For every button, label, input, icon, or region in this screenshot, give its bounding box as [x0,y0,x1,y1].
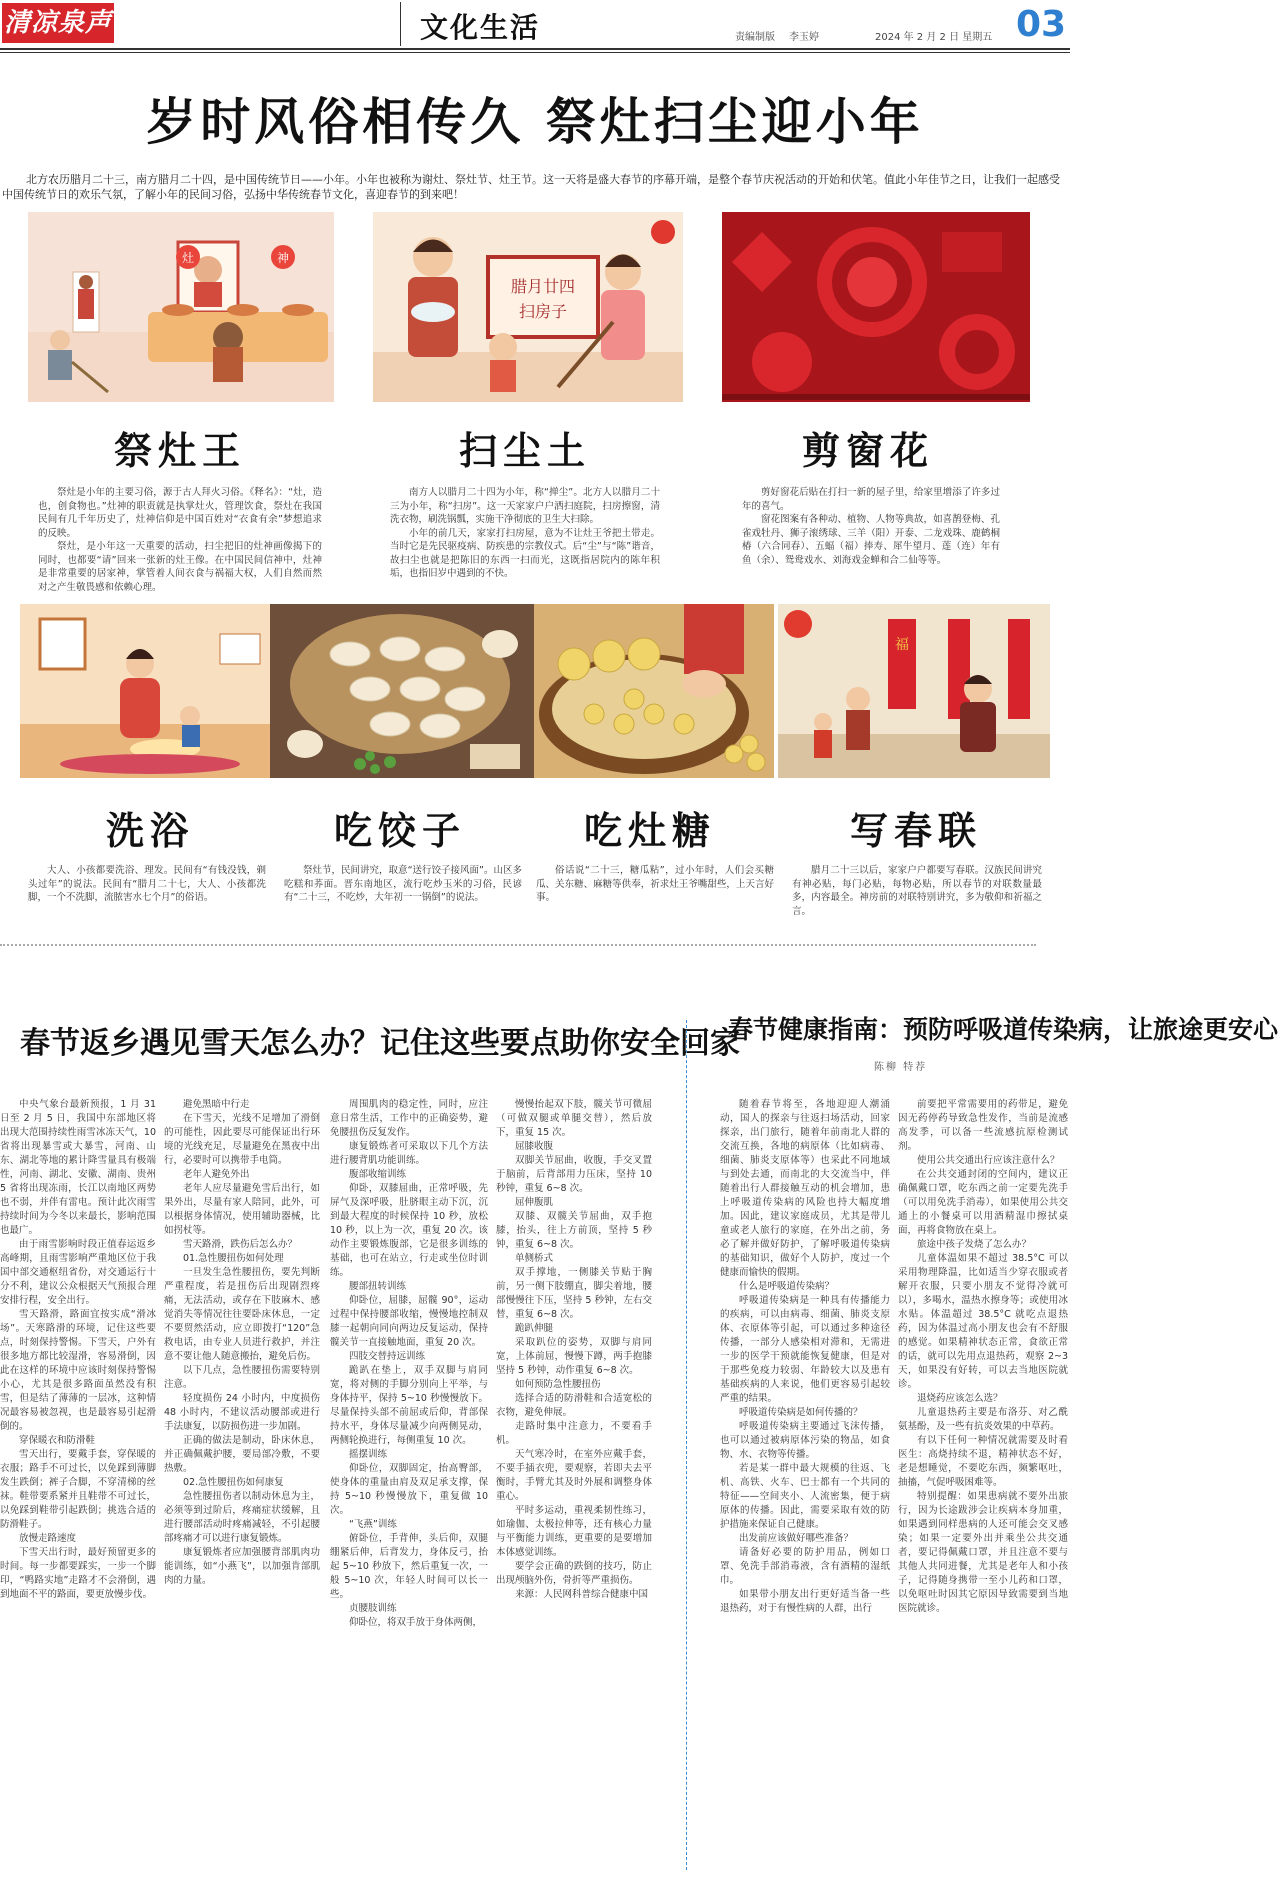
article-1-subheading: 01.急性腰扭伤如何处理 [183,1253,284,1264]
article-1-paragraph: 一旦发生急性腰扭伤，要先判断严重程度，若是扭伤后出现剧烈疼痛，无法活动，或存在下肢麻木、感觉消失等情况往往要卧床休息，一定不要贸然活动，应立即拨打“120”急救电话，由专业人员进行救护，并注意不要让他人随意搬抬，避免后伤。 [164,1267,320,1362]
custom-title-1: 祭灶王 [113,429,246,473]
article-1-paragraph: 以下几点，急性腰扭伤需要特别注意。 [164,1365,320,1390]
illustration-kitchen-candy [534,604,774,778]
article-1-paragraph: 轻度损伤 24 小时内，中度损伤 48 小时内，不建议活动腰部或进行手法康复，以防损伤进一步加剧。 [164,1393,320,1432]
article-1-paragraph: 康复锻炼者可采取以下几个方法进行腰背肌功能训练。 [330,1141,488,1166]
article-2-paragraph: 儿童退热药主要是布洛芬、对乙酰氨基酚，及一些有抗炎效果的中草药。 [898,1407,1068,1432]
custom-title-4: 洗浴 [105,809,194,853]
custom-3-para-1: 剪好窗花后贴在打扫一新的屋子里，给家里增添了许多过年的喜气。 [742,487,1000,512]
article-1-paragraph: 采取趴位的姿势，双脚与肩同宽，上体前屈，慢慢下蹲，两手抱膝坚持 5 秒钟，动作重复 6~8 次。 [496,1337,652,1376]
page-number: 03 [1016,4,1067,45]
article-1-paragraph: 慢慢抬起双下肢，髋关节可微屈（可做双腿或单腿交替），然后放下，重复 15 次。 [496,1099,652,1138]
article-1-subheading: 跪趴伸腿 [515,1323,554,1334]
article-1-paragraph: 要学会正确的跌倒的技巧，防止出现颅脑外伤，骨折等严重损伤。 [496,1561,652,1586]
article-2-paragraph: 在公共交通封闭的空间内，建议正确佩戴口罩，吃东西之前一定要先洗手（可以用免洗手消毒），如果使用公共交通上的小餐桌可以用酒精湿巾擦拭桌面，再将食物放在桌上。 [898,1169,1068,1236]
svg-text:腊月廿四: 腊月廿四 [510,277,576,296]
article-1-paragraph: 双手撑地，一侧膝关节贴于胸前，另一侧下肢绷直，脚尖着地，腰部慢慢往下压，坚持 5 秒钟，左右交替，重复 6~8 次。 [496,1267,652,1320]
article-1-paragraph: 走路时集中注意力，不要看手机。 [496,1421,652,1446]
header-rule-thin [0,52,1070,53]
header-divider [400,2,401,46]
article-1-subheading: 摇摆训练 [349,1449,388,1460]
article-2-title: 春节健康指南：预防呼吸道传染病，让旅途更安心 [728,1015,1279,1044]
article-1-paragraph: 雪天路滑，路面宜按实成“滑冰场”。天寒路滑的环境，记住这些要点，时刻保持警惕。下雪天，户外有很多地方都比较湿滑，容易滑倒，因此在这样的环境中应该时刻保持警惕小心，尤其是很多路面虽然没有积雪，但是结了薄薄的一层冰，这种情况最容易被忽视，也是最容易引起滑倒的。 [0,1309,156,1432]
article-1-paragraph: 周围肌肉的稳定性，同时，应注意日常生活，工作中的正确姿势，避免腰扭伤反复发作。 [330,1099,488,1138]
article-2-paragraph: 有以下任何一种情况就需要及时看医生：高烧持续不退，精神状态不好，老是想睡觉，不要吃东西，频繁呕吐，抽搐，气促呼吸困难等。 [898,1435,1068,1488]
custom-7-para: 腊月二十三以后，家家户户都要写春联。汉族民间讲究有神必贴，每门必贴，每物必贴，所以春节的对联数量最多，内容最全。神房前的对联特别讲究，多为敬仰和祈福之言。 [792,865,1042,917]
custom-text-7 [792,864,1042,918]
article-1-paragraph: 跪趴在垫上，双手双脚与肩同宽，将对侧的手脚分别向上平举，与身体持平，保持 5~10 秒慢慢放下。尽量保持头部不前屈或后仰，背部保持水平，身体尽量减少向两侧晃动，两侧轮换进行，每侧重复 10 次。 [330,1365,488,1446]
article-1-paragraph: 正确的做法是制动，卧床休息，并正确佩戴护腰，要局部冷敷，不要热敷。 [164,1435,320,1474]
article-1-paragraph: 由于雨雪影响时段正值春运返乡高峰期，且雨雪影响严重地区位于我国中部交通枢纽省份，对交通运行十分不利，建议公众根据天气预报合理安排行程，安全出行。 [0,1239,156,1306]
article-1-source: 来源：人民网科普综合健康中国 [515,1589,649,1600]
page-headline: 岁时风俗相传久 祭灶扫尘迎小年 [146,93,924,151]
article-2-author: 陈柳 特荐 [874,1062,928,1073]
custom-5-para: 祭灶节，民间讲究，取意“送行饺子接风面”。山区多吃糕和荞面。晋东南地区，流行吃炒玉米的习俗，民谚有“二十三，不吃炒，大年初一一锅倒”的说法。 [284,865,522,903]
article-1-column-2 [164,1098,320,1883]
illustration-paper-cutting [722,212,1030,402]
svg-text:神: 神 [276,251,290,265]
custom-text-5 [284,864,522,905]
article-1-paragraph: 双膝、双髋关节屈曲，双手抱膝，抬头，往上方前顶，坚持 5 秒钟，重复 6~8 次。 [496,1211,652,1250]
article-2-subheading: 呼吸道传染病是如何传播的？ [739,1407,863,1418]
custom-6-para: 俗话说“二十三，糖瓜粘”，过小年时，人们会买糖瓜、关东糖、麻糖等供奉，祈求灶王爷嘴甜些，上天言好事。 [536,865,774,903]
custom-text-2 [390,486,660,581]
article-1-subheading: 屈伸腹肌 [515,1197,554,1208]
custom-2-para-1: 南方人以腊月二十四为小年，称“掸尘”。北方人以腊月二十三为小年，称“扫房”。这一天家家户户洒扫庭院，扫房擦窗，清洗衣物，刷洗锅瓢，实施干净彻底的卫生大扫除。 [390,487,660,525]
illustration-sweeping-dust [373,212,683,402]
article-2-paragraph: 请备好必要的防护用品，例如口罩、免洗手部消毒液，含有酒精的湿纸巾。 [720,1547,890,1586]
article-2-paragraph: 若是某一群中最大规模的往返、飞机、高铁、火车、巴士都有一个共同的特征——空间夹小、人流密集，便于病原体的传播。因此，需要采取有效的防护措施来保证自己健康。 [720,1463,890,1530]
article-2-paragraph: 随着春节将至，各地迎迎人潮涌动，国人的探亲与往返扫场活动，回家探亲，出门旅行，随着年前南北人群的交流互换，各地的病原体（比如病毒、细菌、肺炎支原体等）也采此不同地域与到处去通，而南北的大交流当中，伴随着出行人群接触互动的机会增加，患上呼吸道传染病的风险也持大幅度增加。因此，建议家庭成员，尤其是带儿童或老人旅行的家庭，在外出之前，务必了解并做好防护，了解呼吸道传染病的基础知识，做好个人防护，度过一个健康而愉快的假期。 [720,1099,890,1278]
custom-text-6 [536,864,774,905]
article-1-subheading: 老年人避免外出 [183,1169,250,1180]
article-1-subheading: 穿保暖衣和防滑鞋 [19,1435,96,1446]
article-1-subheading: 避免黑暗中行走 [183,1099,250,1110]
article-1-subheading: 屈膝收腹 [515,1141,554,1152]
article-1-paragraph: 平时多运动，重视柔韧性练习，如瑜伽、太极拉伸等，还有核心力量与平衡能力训练，更重要的是要增加本体感觉训练。 [496,1505,652,1558]
intro-paragraph: 北方农历腊月二十三，南方腊月二十四，是中国传统节日——小年。小年也被称为谢灶、祭灶节、灶王节。这一天将是盛大春节的序幕开端，是整个春节庆祝活动的开始和伏笔。值此小年佳节之日，让我们一起感受中国传统节日的欢乐气氛，了解小年的民间习俗，弘扬中华传统春节文化，喜迎春节的到来吧！ [2,173,1060,201]
article-1-paragraph: 康复锻炼者应加强腰背部肌肉功能训练，如“小燕飞”，以加强肯部肌肉的力量。 [164,1547,320,1586]
article-1-subheading: 单侧桥式 [515,1253,554,1264]
article-1-subheading: 腹部收缩训练 [349,1169,407,1180]
article-1-paragraph: 仰卧，双膝屈曲，正常呼吸，先屏气及深呼吸，肚脐眼主动下沉，沉到最大程度的时候保持 10 秒，放松 10 秒，以上为一次，重复 20 次。该动作主要锻炼腹部，它是很多训练的基础，也可在站立，行走或坐位时训练。 [330,1183,488,1278]
custom-1-para-1: 祭灶是小年的主要习俗，源于古人拜火习俗。《释名》：“灶，造也，创食物也。”灶神的职责就是执掌灶火，管理饮食，祭灶在我国民间有几千年历史了，灶神信仰是中国百姓对“衣食有余”梦想追求的反映。 [38,487,322,539]
editor-info [735,28,833,43]
article-2-subheading: 退烧药应该怎么选？ [917,1393,1003,1404]
article-2-subheading: 什么是呼吸道传染病？ [739,1281,835,1292]
article-1-paragraph: 老年人应尽量避免雪后出行，如果外出，尽量有家人陪同，此外，可以根据身体情况，使用辅助器械，比如拐杖等。 [164,1183,320,1236]
article-1-paragraph: 仰卧位，将双手放于身体两侧， [349,1617,483,1628]
editor-name: 李玉婷 [789,32,819,43]
article-2-paragraph: 如果带小朋友出行更好适当备一些退热药，对于有慢性病的人群，出行 [720,1589,890,1614]
article-1-paragraph: 在下雪天，光线不足增加了滑倒的可能性，因此要尽可能保证出行环境的光线充足，尽量避免在黑夜中出行，必要时可以携带手电筒。 [164,1113,320,1166]
header-rule [0,48,1070,50]
custom-text-3 [742,486,1000,567]
article-2-paragraph: 前要把平常需要用的药带足，避免因无药停药导致急性发作，当前是流感高发季，可以备一些流感抗原检测试剂。 [898,1099,1068,1152]
custom-title-3: 剪窗花 [801,429,934,473]
article-1-column-1 [0,1098,156,1883]
article-1-paragraph: 中央气象台最新预报，1 月 31 日至 2 月 5 日，我国中东部地区将出现大范围持续性雨雪冰冻天气，10 省将出现暴雪或大暴雪，河南、山东、湖北等地的累计降雪量具有极端性，河南、湖北、安徽、湖南、贵州 5 省将出现冻雨，长江以南地区两势也不弱，并伴有雷电。预计此次雨雪持续时间为今冬以来最长，影响范围也最广。 [0,1099,156,1236]
custom-title-5: 吃饺子 [333,809,466,853]
column-separator [686,1020,687,1870]
article-1-subheading: 雪天路滑，跌伤后怎么办？ [183,1239,298,1250]
article-1-paragraph: 下雪天出行时，最好预留更多的时间。每一步都要踩实，一步一个脚印，“鸭路实地”走路才不会滑倒，遇到地面不平的路面，要更放慢步伐。 [0,1547,156,1600]
article-1-paragraph: 急性腰扭伤者以制动休息为主，必须等到过阶后，疼痛症状缓解，且进行腰部活动时疼痛减轻，不引起腰部疼痛才可以进行康复锻炼。 [164,1491,320,1544]
article-2-subheading: 使用公共交通出行应该注意什么？ [917,1155,1060,1166]
illustration-bathing [20,604,270,778]
article-1-subheading: 02.急性腰扭伤如何康复 [183,1477,284,1488]
article-2-subheading: 旅途中孩子发烧了怎么办？ [917,1239,1032,1250]
article-1-paragraph: 雪天出行，要戴手套，穿保暖的衣服；路手不可过长，以免踩到薄脚发生跌倒；裤子合脚，不穿清梯的丝袜。鞋带要系紧并且鞋带不可过长，以免踩到鞋带引起跌倒；挑选合适的防滑鞋子。 [0,1449,156,1530]
article-1-paragraph: 仰卧位，屈膝，屈髋 90°，运动过程中保持腰部收缩，慢慢地控制双膝一起朝向同向两边反复运动，保持髋关节一直接触地面，重复 20 次。 [330,1295,488,1348]
article-1-subheading: 贞腰肢训练 [349,1603,397,1614]
article-1-subheading: 四肢交替持远训练 [349,1351,426,1362]
editor-label: 责编制版 [735,32,775,43]
custom-2-para-2: 小年的前几天，家家打扫房屋，意为不让灶王爷把土带走。当时它是先民驱疫病、防疾患的宗教仪式。后“尘”与“陈”谐音，故扫尘也就是把陈旧的东西一扫而光，这既指居院内的陈年积垢，也指旧岁中遇到的不快。 [390,527,660,579]
section-title: 文化生活 [420,11,541,44]
svg-text:扫房子: 扫房子 [518,302,568,321]
article-2-paragraph: 儿童体温如果不超过 38.5°C 可以采用物理降温，比如适当少穿衣服或者解开衣服，只要小朋友不觉得冷就可以），多喝水，温热水擦身等；或使用冰水贴。体温超过 38.5°C 就吃点退热药，因为体温过高小朋友也会有不舒服的感觉。如果精神状态正常，食欲正常的话，就可以先用点退热药，观察 2~3 天，如果没有好转，可以去当地医院就诊。 [898,1253,1068,1390]
custom-title-6: 吃灶糖 [583,809,716,853]
article-2-paragraph: 呼吸道传染病是一种具有传播能力的疾病，可以由病毒、细菌、肺炎支原体、衣原体等引起，可以通过多种途径传播，一部分人感染相对滞和，无需进一步的医学干预就能恢复健康，但是对于那些免疫力较弱、年龄较大以及患有基础疾病的人来说，他们更容易引起较严重的结果。 [720,1295,890,1404]
article-1-paragraph: 双脚关节屈曲，收腹，手交叉置于脑前，后背部用力压床，坚持 10 秒钟，重复 6~8 次。 [496,1155,652,1194]
newspaper-logo: 清凉泉声 [2,3,114,43]
custom-text-1 [38,486,322,594]
custom-1-para-2: 祭灶，是小年这一天重要的活动，扫尘把旧的灶神画像揭下的同时，也都要“请”回来一张新的灶王像。在中国民间信神中，灶神是非常重要的居家神，掌管着人间衣食与祸福大权，人们自然而然对之产生敬畏感和依赖心理。 [38,541,322,593]
custom-4-para: 大人、小孩都要洗浴、理发。民间有“有钱没钱，剃头过年”的说法。民间有“腊月二十七，大人、小孩都洗脚，一个不洗脚，流脓害水七个月”的俗语。 [28,865,266,903]
custom-title-7: 写春联 [849,809,982,853]
article-2-paragraph: 呼吸道传染病主要通过飞沫传播，也可以通过被病原体污染的物品，如食物、水、衣物等传播。 [720,1421,890,1460]
article-2-column-2 [898,1098,1068,1883]
article-2-paragraph: 特别提醒：如果患病就不要外出旅行，因为长途跋涉会让疾病本身加重，如果遇到同样患病的人还可能会交叉感染；如果一定要外出并乘坐公共交通者，要记得佩戴口罩，并且注意不要与其他人共同进餐，尤其是老年人和小孩子，记得随身携带一至小儿药和口罩，以免呕吐时因其它原因导致需要到当地医院就诊。 [898,1491,1068,1614]
illustration-spring-couplets [778,604,1050,778]
section-divider [0,944,1036,946]
article-1-column-4 [496,1098,652,1883]
article-1-subheading: 如何预防急性腰扭伤 [515,1379,601,1390]
svg-text:福: 福 [895,637,909,653]
custom-text-4 [28,864,266,905]
illustration-dumplings [270,604,534,778]
article-1-paragraph: 选择合适的防滑鞋和合适宽松的衣物，避免伸展。 [496,1393,652,1418]
article-2-column-1 [720,1098,890,1883]
article-1-paragraph: 仰卧位，双脚固定，抬高臀部，使身体的重量由肩及双足承支撑，保持 5~10 秒慢慢放下，重复做 10 次。 [330,1463,488,1516]
article-1-paragraph: 俯卧位，手背伸，头后仰，双腿绷紧后伸，后背发力，身体反弓，抬起 5~10 秒放下，然后重复一次，一般 5~10 次，年轻人时间可以长一些。 [330,1533,488,1600]
svg-text:灶: 灶 [181,251,195,265]
illustration-kitchen-god [28,212,334,402]
custom-3-para-2: 窗花图案有各种动、植物、人物等典故，如喜鹊登梅、孔雀戏牡丹、狮子滚绣球、三羊（阳）开泰、二龙戏珠、鹿鹤桐椿（六合同春）、五蝠（福）捧寿、犀牛望月、莲（连）年有鱼（余）、鸳鸯戏水、刘海戏金蝉和合二仙等等。 [742,514,1000,566]
issue-date: 2024 年 2 月 2 日 星期五 [875,32,993,43]
article-1-subheading: 放慢走路速度 [19,1533,77,1544]
article-1-subheading: “飞燕”训练 [349,1519,397,1530]
custom-title-2: 扫尘土 [458,429,591,473]
article-2-subheading: 出发前应该做好哪些准备？ [739,1533,854,1544]
article-1-paragraph: 天气寒冷时，在室外应戴手套，不要手插衣兜，要观察，若即夫去平衡时，手臂尤其及时外展和调整身体重心。 [496,1449,652,1502]
article-1-title: 春节返乡遇见雪天怎么办？记住这些要点助你安全回家 [20,1026,740,1061]
article-1-subheading: 腰部扭转训练 [349,1281,407,1292]
article-1-column-3 [330,1098,488,1883]
